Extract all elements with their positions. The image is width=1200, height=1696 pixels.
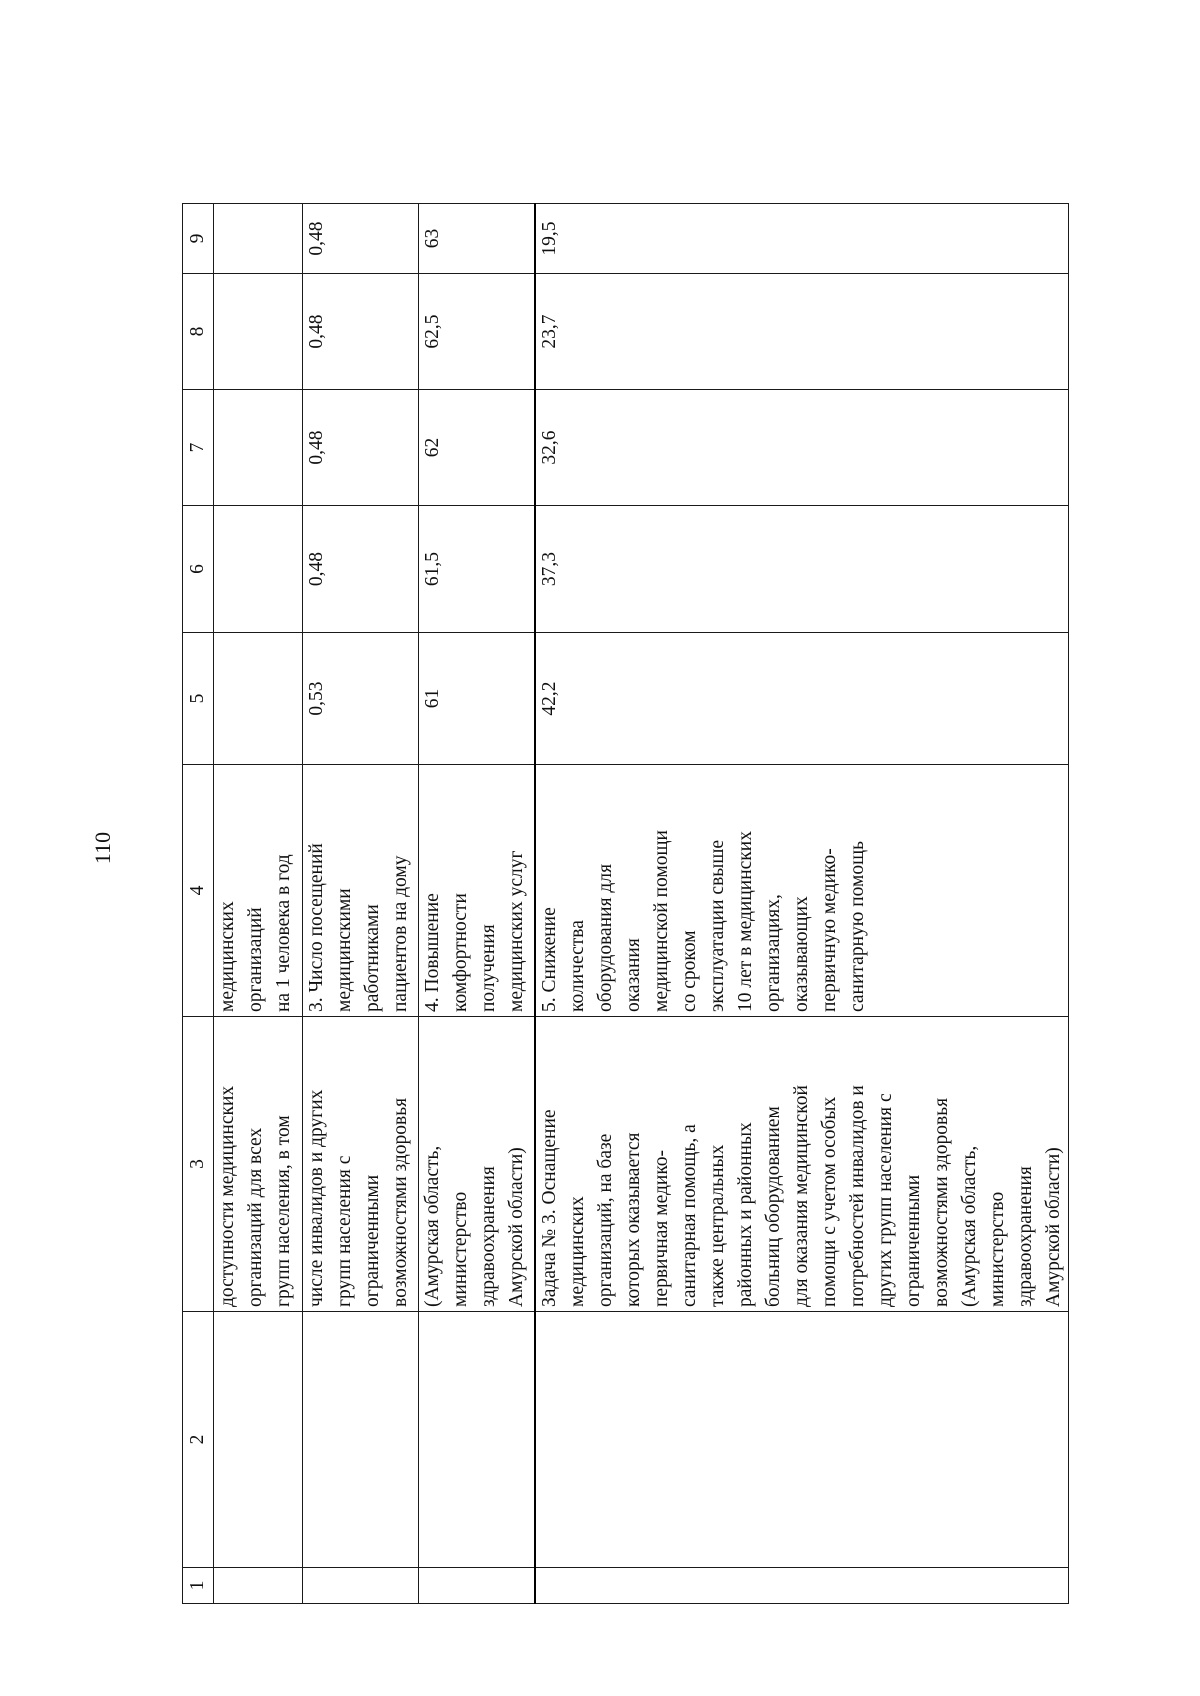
cell-value-6: 0,48 <box>303 506 419 633</box>
header-col-2: 2 <box>183 1312 214 1568</box>
cell-indicator: 4. Повышение комфортности получения медицинских услуг <box>419 765 535 1017</box>
cell-value-5 <box>214 633 303 765</box>
cell-value-8 <box>214 274 303 390</box>
cell-value-8: 0,48 <box>303 274 419 390</box>
header-col-7: 7 <box>183 390 214 506</box>
page-number: 110 <box>90 831 115 865</box>
cell-indicator: 3. Число посещений медицинскими работниками пациентов на дому <box>303 765 419 1017</box>
table-row <box>535 204 1069 1604</box>
cell-value-5: 42,2 <box>535 633 1069 765</box>
table-row <box>303 204 419 1604</box>
header-col-4: 4 <box>183 765 214 1017</box>
cell-col-2 <box>214 1312 303 1568</box>
header-col-9: 9 <box>183 204 214 274</box>
header-col-6: 6 <box>183 506 214 633</box>
cell-col-1 <box>214 1568 303 1604</box>
header-col-3: 3 <box>183 1017 214 1312</box>
cell-value-6: 61,5 <box>419 506 535 633</box>
table-row <box>214 204 303 1604</box>
cell-task: (Амурская область, министерство здравоохранения Амурской области) <box>419 1017 535 1312</box>
cell-value-7: 0,48 <box>303 390 419 506</box>
cell-indicator: медицинских организаций на 1 человека в год <box>214 765 303 1017</box>
cell-task: Задача № 3. Оснащение медицинских организаций, на базе которых оказывается первичная медико- санитарная помощь, а также центральных районных и районных больниц оборудованием для оказания медицинской помощи с учетом особых потребностей инвалидов и других групп населения с ограниченными возможностями здоровья (Амурская область, министерство здравоохранения Амурской области) <box>535 1017 1069 1312</box>
cell-col-2 <box>419 1312 535 1568</box>
indicators-table <box>182 203 1069 1604</box>
table-row <box>419 204 535 1604</box>
header-col-1: 1 <box>183 1568 214 1604</box>
cell-value-6 <box>214 506 303 633</box>
cell-value-7: 32,6 <box>535 390 1069 506</box>
rotated-table-container <box>182 204 1064 1604</box>
cell-col-1 <box>419 1568 535 1604</box>
cell-task: числе инвалидов и других групп населения с ограниченными возможностями здоровья <box>303 1017 419 1312</box>
header-row <box>183 204 214 1604</box>
cell-col-1 <box>535 1568 1069 1604</box>
cell-value-8: 23,7 <box>535 274 1069 390</box>
cell-value-9 <box>214 204 303 274</box>
header-col-8: 8 <box>183 274 214 390</box>
header-col-5: 5 <box>183 633 214 765</box>
cell-value-8: 62,5 <box>419 274 535 390</box>
cell-value-7: 62 <box>419 390 535 506</box>
cell-value-9: 63 <box>419 204 535 274</box>
cell-col-1 <box>303 1568 419 1604</box>
cell-value-5: 61 <box>419 633 535 765</box>
cell-value-9: 19,5 <box>535 204 1069 274</box>
cell-task: доступности медицинских организаций для всех групп населения, в том <box>214 1017 303 1312</box>
cell-col-2 <box>535 1312 1069 1568</box>
cell-indicator: 5. Снижение количества оборудования для оказания медицинской помощи со сроком эксплуатации свыше 10 лет в медицинских организациях, оказывающих первичную медико- санитарную помощь <box>535 765 1069 1017</box>
cell-value-9: 0,48 <box>303 204 419 274</box>
cell-value-5: 0,53 <box>303 633 419 765</box>
cell-value-7 <box>214 390 303 506</box>
cell-col-2 <box>303 1312 419 1568</box>
cell-value-6: 37,3 <box>535 506 1069 633</box>
